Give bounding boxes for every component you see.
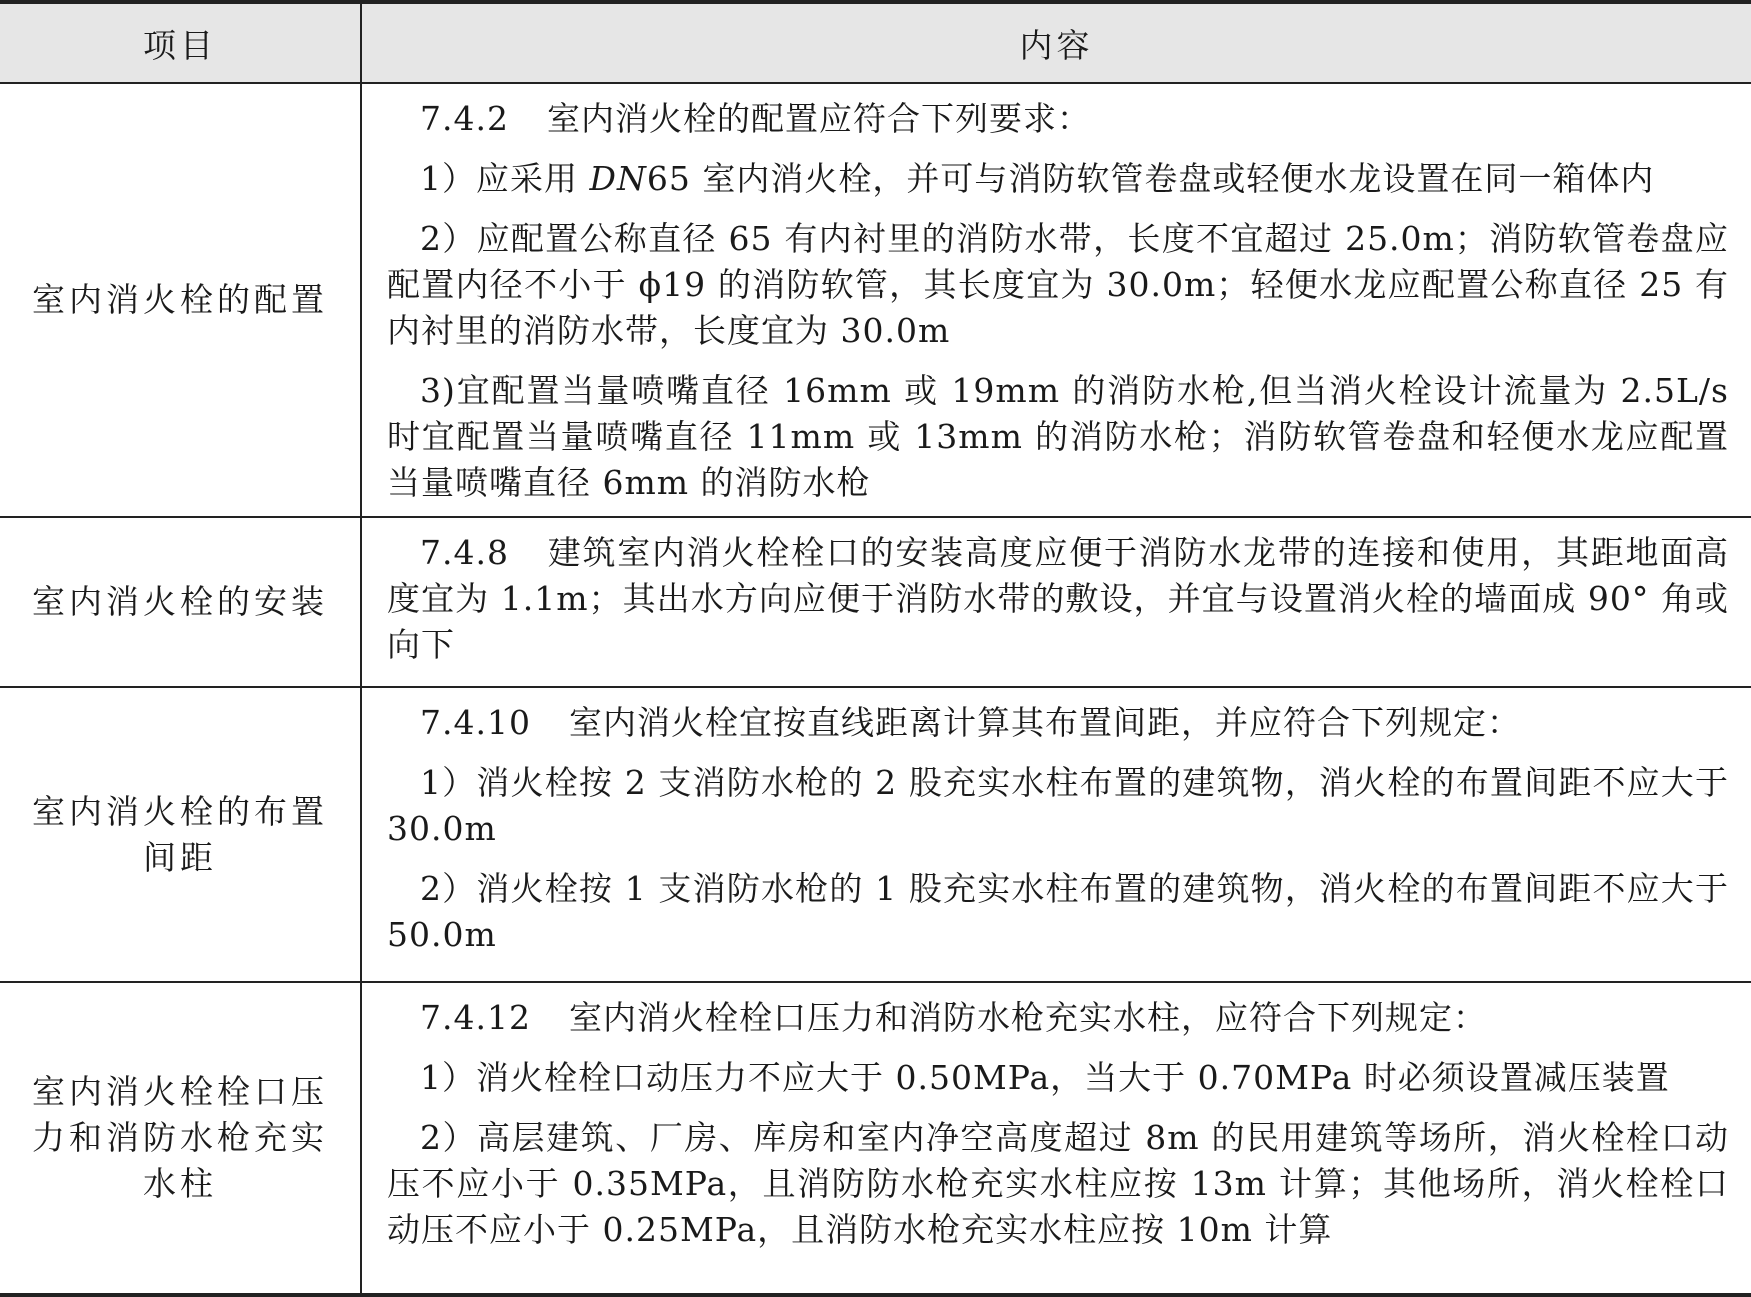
clause-sub-item: 2）高层建筑、厂房、库房和室内净空高度超过 8m 的民用建筑等场所，消火栓栓口动压不应小于 0.35MPa，且消防防水枪充实水柱应按 13m 计算；其他场所，消火栓栓口动压不应小于 0.25MPa，且消防水枪充实水柱应按 10m 计算: [387, 1118, 1729, 1249]
row-content: [361, 982, 1751, 1295]
clause-number: 7.4.12: [420, 998, 531, 1037]
clause-text: 室内消火栓宜按直线距离计算其布置间距，并应符合下列规定：: [568, 703, 1521, 742]
clause-heading: [387, 995, 1729, 1041]
clause-number: 7.4.2: [420, 99, 509, 138]
row-item-label: 室内消火栓的安装: [0, 517, 361, 687]
row-content: [361, 687, 1751, 982]
clause-heading: [387, 96, 1729, 142]
clause-sub-item: 3)宜配置当量喷嘴直径 16mm 或 19mm 的消防水枪,但当消火栓设计流量为 2.5L/s 时宜配置当量喷嘴直径 11mm 或 13mm 的消防水枪；消防软管卷盘和轻便水龙应配置当量喷嘴直径 6mm 的消防水枪: [387, 371, 1729, 502]
table-row: [0, 982, 1751, 1295]
row-content: [361, 517, 1751, 687]
clause-sub-item: 1）消火栓按 2 支消防水枪的 2 股充实水柱布置的建筑物，消火栓的布置间距不应大于 30.0m: [387, 763, 1729, 848]
header-content: 内容: [361, 2, 1751, 83]
sub-item-text: 65 室内消火栓，并可与消防软管卷盘或轻便水龙设置在同一箱体内: [646, 159, 1655, 198]
sub-item-text: 1）应采用: [420, 159, 590, 198]
clause-text: 室内消火栓的配置应符合下列要求：: [546, 99, 1091, 138]
row-item-label: 室内消火栓的配置: [0, 83, 361, 517]
header-row: [0, 2, 1751, 83]
sub-item-italic: DN: [589, 159, 647, 198]
header-item: 项目: [0, 2, 361, 83]
row-item-label: 室内消火栓的布置间距: [0, 687, 361, 982]
clause-text: 室内消火栓栓口压力和消防水枪充实水柱，应符合下列规定：: [568, 998, 1487, 1037]
clause-sub-item: [387, 156, 1729, 202]
table-row: [0, 687, 1751, 982]
clause-heading: [387, 700, 1729, 746]
clause-number: 7.4.8: [420, 533, 509, 572]
clause-sub-item: 2）应配置公称直径 65 有内衬里的消防水带，长度不宜超过 25.0m；消防软管卷盘应配置内径不小于 ϕ19 的消防软管，其长度宜为 30.0m；轻便水龙应配置公称直径 25 有内衬里的消防水带，长度宜为 30.0m: [387, 219, 1729, 350]
clause-heading: [387, 530, 1729, 668]
clause-sub-item: 2）消火栓按 1 支消防水枪的 1 股充实水柱布置的建筑物，消火栓的布置间距不应大于 50.0m: [387, 869, 1729, 954]
row-content: [361, 83, 1751, 517]
table-row: [0, 83, 1751, 517]
clause-sub-item: 1）消火栓栓口动压力不应大于 0.50MPa，当大于 0.70MPa 时必须设置减压装置: [420, 1058, 1670, 1097]
row-item-label: 室内消火栓栓口压力和消防水枪充实水柱: [0, 982, 361, 1295]
table-row: [0, 517, 1751, 687]
clause-number: 7.4.10: [420, 703, 531, 742]
clause-text: 建筑室内消火栓栓口的安装高度应便于消防水龙带的连接和使用，其距地面高度宜为 1.1m；其出水方向应便于消防水带的敷设，并宜与设置消火栓的墙面成 90° 角或向下: [387, 533, 1729, 664]
